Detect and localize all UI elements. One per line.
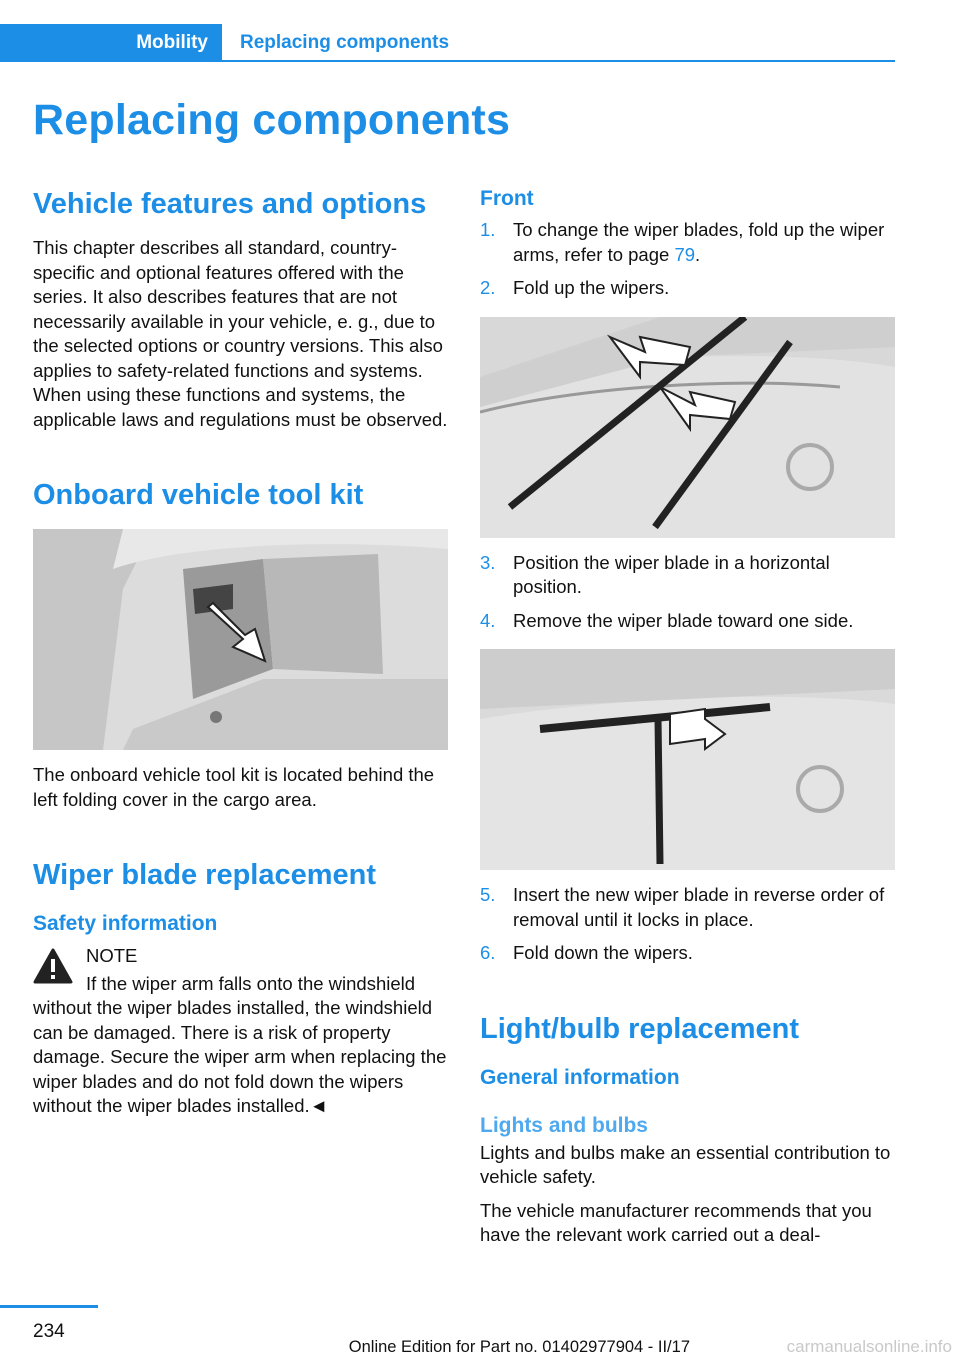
step-text-end: .	[695, 243, 701, 265]
step-number: 3.	[480, 551, 496, 573]
features-heading: Vehicle features and options	[33, 188, 427, 220]
step-number: 6.	[480, 942, 496, 963]
edition-note: Online Edition for Part no. 01402977904 - II/17	[348, 1338, 690, 1356]
step-number: 2.	[480, 277, 496, 298]
light-heading: Light/bulb replacement	[480, 1012, 800, 1045]
warning-icon	[33, 948, 73, 984]
blade-removal-photo	[480, 649, 895, 870]
list-item	[480, 218, 895, 267]
page-link[interactable]: 79	[674, 243, 696, 265]
step-text: Position the wiper blade in a horizontal position.	[513, 551, 830, 597]
footer-rule	[0, 1305, 98, 1308]
safety-heading: Safety information	[33, 912, 218, 935]
wiper-heading: Wiper blade replacement	[33, 859, 377, 891]
list-item	[480, 551, 895, 600]
step-text: Remove the wiper blade toward one side.	[513, 609, 854, 631]
lights-text-1: Lights and bulbs make an essential contribution to vehicle safety.	[480, 1141, 891, 1187]
running-header	[0, 24, 895, 62]
note-block	[33, 944, 448, 1119]
watermark: carmanualsonline.info	[786, 1337, 952, 1356]
list-item	[480, 609, 895, 634]
page-title: Replacing components	[33, 96, 511, 144]
step-number: 4.	[480, 609, 496, 631]
list-item	[480, 941, 895, 966]
lights-text-2: The vehicle manufacturer recommends that you have the relevant work carried out a deal-	[480, 1199, 872, 1245]
lights-subheading: Lights and bulbs	[480, 1113, 648, 1137]
list-item	[480, 276, 895, 301]
step-text: Fold up the wipers.	[513, 277, 670, 298]
header-rule	[222, 60, 895, 62]
general-heading: General information	[480, 1065, 680, 1089]
chapter-tab[interactable]: Mobility	[0, 24, 222, 62]
page-number: 234	[33, 1321, 65, 1342]
note-text: If the wiper arm falls onto the windshield without the wiper blades installed, the windshield can be damaged. There is a risk of property damage. Secure the wiper arm when replacing the wiper blades and do not fold down the wipers without the wiper blades installed.◄	[33, 972, 447, 1116]
step-text: Insert the new wiper blade in reverse order of removal until it locks in place.	[513, 884, 885, 930]
toolkit-text: The onboard vehicle tool kit is located behind the left folding cover in the cargo area.	[33, 764, 435, 810]
list-item	[480, 883, 895, 932]
note-label: NOTE	[86, 945, 138, 966]
section-tab[interactable]: Replacing components	[240, 32, 450, 53]
features-text: This chapter describes all standard, country-specific and optional features offered with the series. It also describes features that are not necessarily available in your vehicle, e. g., due to the selected options or country versions. This also applies to safety-related functions and systems. When using these functions and systems, the applicable laws and regulations must be observed.	[33, 237, 448, 430]
left-column	[33, 180, 448, 1119]
step-number: 1.	[480, 219, 496, 240]
toolkit-heading: Onboard vehicle tool kit	[33, 479, 364, 511]
steps-list-a	[480, 218, 895, 301]
step-number: 5.	[480, 884, 496, 905]
step-text: To change the wiper blades, fold up the wiper arms, refer to page	[513, 219, 885, 265]
toolkit-photo	[33, 529, 448, 750]
steps-list-c	[480, 883, 895, 966]
right-column	[480, 180, 895, 1248]
front-heading: Front	[480, 187, 534, 210]
step-text: Fold down the wipers.	[513, 942, 693, 963]
wipers-folded-photo	[480, 317, 895, 538]
steps-list-b	[480, 551, 895, 634]
